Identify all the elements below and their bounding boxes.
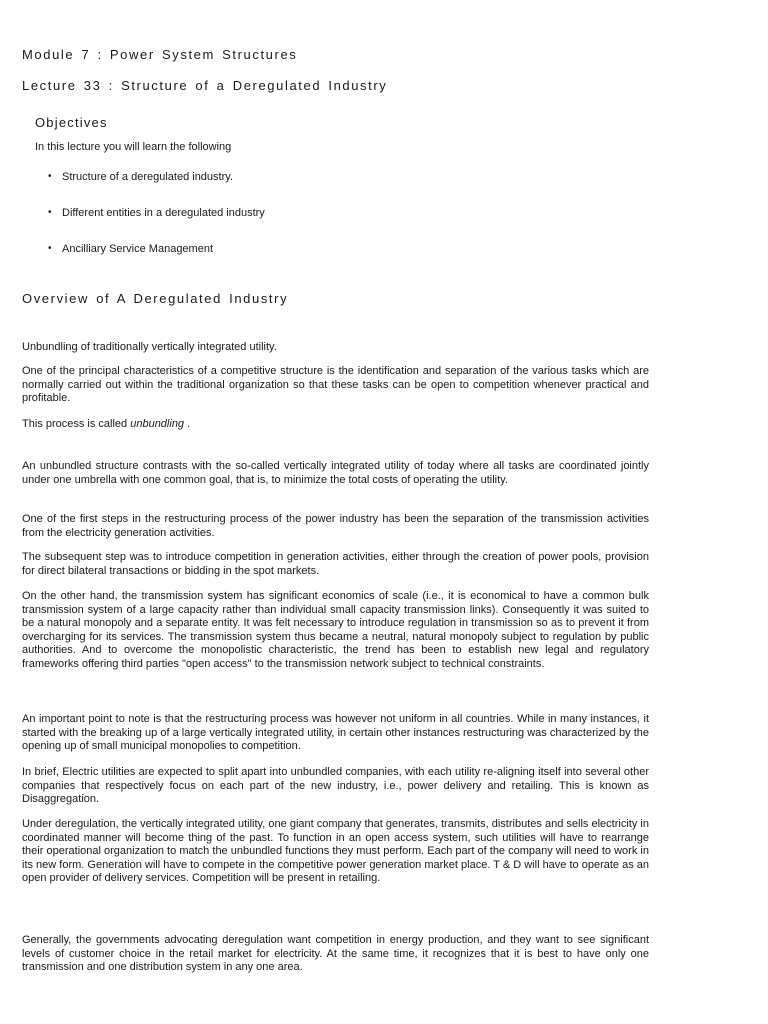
unbundling-term: unbundling — [130, 418, 185, 430]
paragraph: An important point to note is that the restructuring process was however not uniform in all countries. While in many instances, it started with the breaking up of a large vertically integrated utility, in certain other instances restructuring was characterized by the opening up of small municipal monopolies to competition. — [22, 713, 649, 752]
process-prefix: This process is called — [22, 418, 131, 430]
lecture-title: Lecture 33 : Structure of a Deregulated Industry — [22, 78, 388, 93]
body-paragraph — [22, 513, 649, 540]
body-paragraph — [22, 590, 649, 671]
body-paragraph — [22, 551, 649, 578]
list-item: • Structure of a deregulated industry. — [48, 170, 265, 206]
paragraph: In brief, Electric utilities are expected to split apart into unbundled companies, with each utility re-aligning itself into several other companies that respectively focus on each part of the new industry, i.e., power delivery and retailing. This is known as Disaggregation. — [22, 766, 649, 805]
paragraph: Unbundling of traditionally vertically integrated utility. — [22, 341, 277, 353]
body-paragraph — [22, 365, 649, 406]
section-heading: Overview of A Deregulated Industry — [22, 291, 289, 306]
body-paragraph — [22, 460, 649, 487]
process-suffix: . — [184, 418, 191, 430]
objectives-heading: Objectives — [35, 115, 108, 130]
paragraph: One of the principal characteristics of a competitive structure is the identification and separation of the various tasks which are normally carried out within the traditional organization so that these tasks can be open to competition whenever practical and profitable. — [22, 365, 649, 404]
body-paragraph — [22, 341, 649, 355]
list-item: • Ancilliary Service Management — [48, 242, 265, 278]
list-item: • Different entities in a deregulated industry — [48, 206, 265, 242]
process-sentence — [22, 418, 649, 432]
body-paragraph — [22, 934, 649, 975]
paragraph: One of the first steps in the restructuring process of the power industry has been the separation of the transmission activities from the electricity generation activities. — [22, 513, 649, 539]
paragraph: On the other hand, the transmission system has significant economics of scale (i.e., it is economical to have a common bulk transmission system of a large capacity rather than individual small capacity transmission links). Consequently it was suited to be a natural monopoly and a separate entity. It was felt necessary to introduce regulation in transmission so as to prevent it from overcharging for its services. The transmission system thus became a neutral, natural monopoly subject to regulation by public authorities. And to overcome the monopolistic characteristic, the trend has been to establish new legal and regulatory frameworks offering third parties "open access" to the transmission network subject to technical constraints. — [22, 590, 649, 670]
paragraph: An unbundled structure contrasts with the so-called vertically integrated utility of today where all tasks are coordinated jointly under one umbrella with one common goal, that is, to minimize the total costs of operating the utility. — [22, 460, 649, 486]
paragraph: Generally, the governments advocating deregulation want competition in energy production, and they want to see significant levels of customer choice in the retail market for electricity. At the same time, it recognizes that it is best to have only one transmission and one distribution system in any one area. — [22, 934, 649, 973]
module-title: Module 7 : Power System Structures — [22, 47, 298, 62]
body-paragraph — [22, 818, 649, 886]
paragraph: Under deregulation, the vertically integrated utility, one giant company that generates, transmits, distributes and sells electricity in coordinated manner will become thing of the past. To function in an open access system, such utilities will have to rearrange their operational organization to match the unbundled functions they must perform. Each part of the company will need to work in its new form. Generation will have to compete in the competitive power generation market place. T & D will have to operate as an open provider of delivery services. Competition will be present in retailing. — [22, 818, 649, 884]
objectives-list — [48, 170, 265, 278]
objectives-intro: In this lecture you will learn the following — [35, 141, 232, 153]
paragraph: The subsequent step was to introduce competition in generation activities, either through the creation of power pools, provision for direct bilateral transactions or bidding in the spot markets. — [22, 551, 649, 577]
body-paragraph — [22, 766, 649, 807]
body-paragraph — [22, 713, 649, 754]
